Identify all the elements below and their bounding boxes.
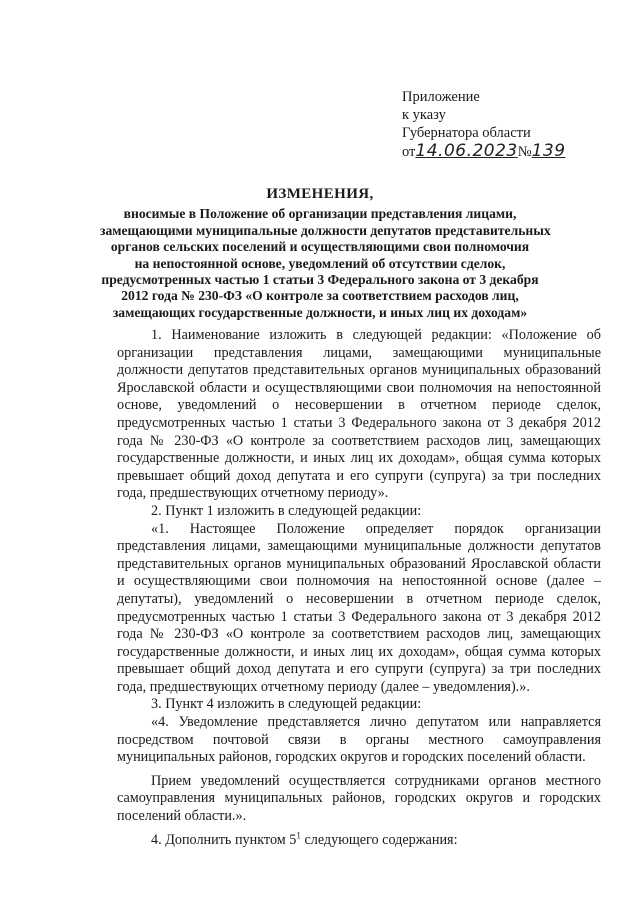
appendix-decree: к указу bbox=[402, 107, 446, 123]
title-line: замещающих государственные должности, и иных лиц их доходам» bbox=[112, 304, 528, 320]
paragraph-item-2: 2. Пункт 1 изложить в следующей редакции: bbox=[151, 502, 422, 519]
appendix-governor: Губернатора области bbox=[402, 125, 531, 141]
title-main: ИЗМЕНЕНИЯ, bbox=[266, 186, 374, 202]
document-body bbox=[117, 327, 601, 849]
handwritten-date: 14.06.2023 bbox=[415, 141, 518, 161]
item-4-text: 4. Дополнить пунктом 5 bbox=[151, 831, 297, 848]
paragraph-item-3: 3. Пункт 4 изложить в следующей редакции: bbox=[151, 696, 422, 713]
number-sign: № bbox=[517, 144, 532, 160]
date-prefix: от bbox=[402, 144, 416, 160]
title-line: 2012 года № 230-ФЗ «О контроле за соответствием расходов лиц, bbox=[121, 288, 519, 304]
appendix-date-line bbox=[402, 142, 622, 161]
handwritten-number: 139 bbox=[531, 141, 566, 161]
paragraph-item-4 bbox=[117, 829, 601, 850]
title-line: органов сельских поселений и осуществляющими свои полномочия bbox=[110, 239, 530, 255]
appendix-header bbox=[402, 88, 622, 161]
title-line: замещающими муниципальные должности депутатов представительных bbox=[100, 222, 551, 238]
appendix-label: Приложение bbox=[402, 89, 480, 105]
paragraph-reception: Прием уведомлений осуществляется сотрудниками органов местного самоуправления муниципальных районов, городских округов и городских поселений области.». bbox=[117, 772, 601, 825]
item-4-superscript: 1 bbox=[296, 829, 301, 840]
title-line: вносимые в Положение об организации представления лицами, bbox=[123, 206, 517, 222]
title-line: на непостоянной основе, уведомлений об отсутствии сделок, bbox=[134, 255, 506, 271]
title-line: предусмотренных частью 1 статьи 3 Федерального закона от 3 декабря bbox=[101, 272, 539, 288]
paragraph-clause-4: «4. Уведомление представляется лично депутатом или направляется посредством почтовой связи в органы местного самоуправления муниципальных районов, городских округов и городских поселений области. bbox=[117, 714, 601, 766]
paragraph-clause-1: «1. Настоящее Положение определяет порядок организации представления лицами, замещающими муниципальные должности депутатов представительных органов муниципальных образований Ярославской области и осуществляющими свои полномочия на непостоянной основе (далее – депутаты), уведомлений о несовершении в отчетном периоде сделок, предусмотренных частью 1 статьи 3 Федерального закона от 3 декабря 2012 года № 230-ФЗ «О контроле за соответствием расходов лиц, замещающих государственные должности, и иных лиц их доходам», общая сумма которых превышает общий доход депутата и его супруги (супруга) за три последних года, предшествующих отчетному периоду (далее – уведомления).». bbox=[117, 520, 601, 695]
document-title bbox=[100, 186, 551, 321]
paragraph-item-1: 1. Наименование изложить в следующей редакции: «Положение об организации представления лицами, замещающими муниципальные должности депутатов представительных органов муниципальных образований Ярославской области и осуществляющими свои полномочия на непостоянной основе, уведомлений о несовершении в отчетном периоде сделок, предусмотренных частью 1 статьи 3 Федерального закона от 3 декабря 2012 года № 230-ФЗ «О контроле за соответствием расходов лиц, замещающих государственные должности, и иных лиц их доходам», общая сумма которых превышает общий доход депутата и его супруги (супруга) за три последних года, предшествующих отчетному периоду». bbox=[117, 327, 601, 502]
item-4-text-end: следующего содержания: bbox=[300, 831, 458, 848]
